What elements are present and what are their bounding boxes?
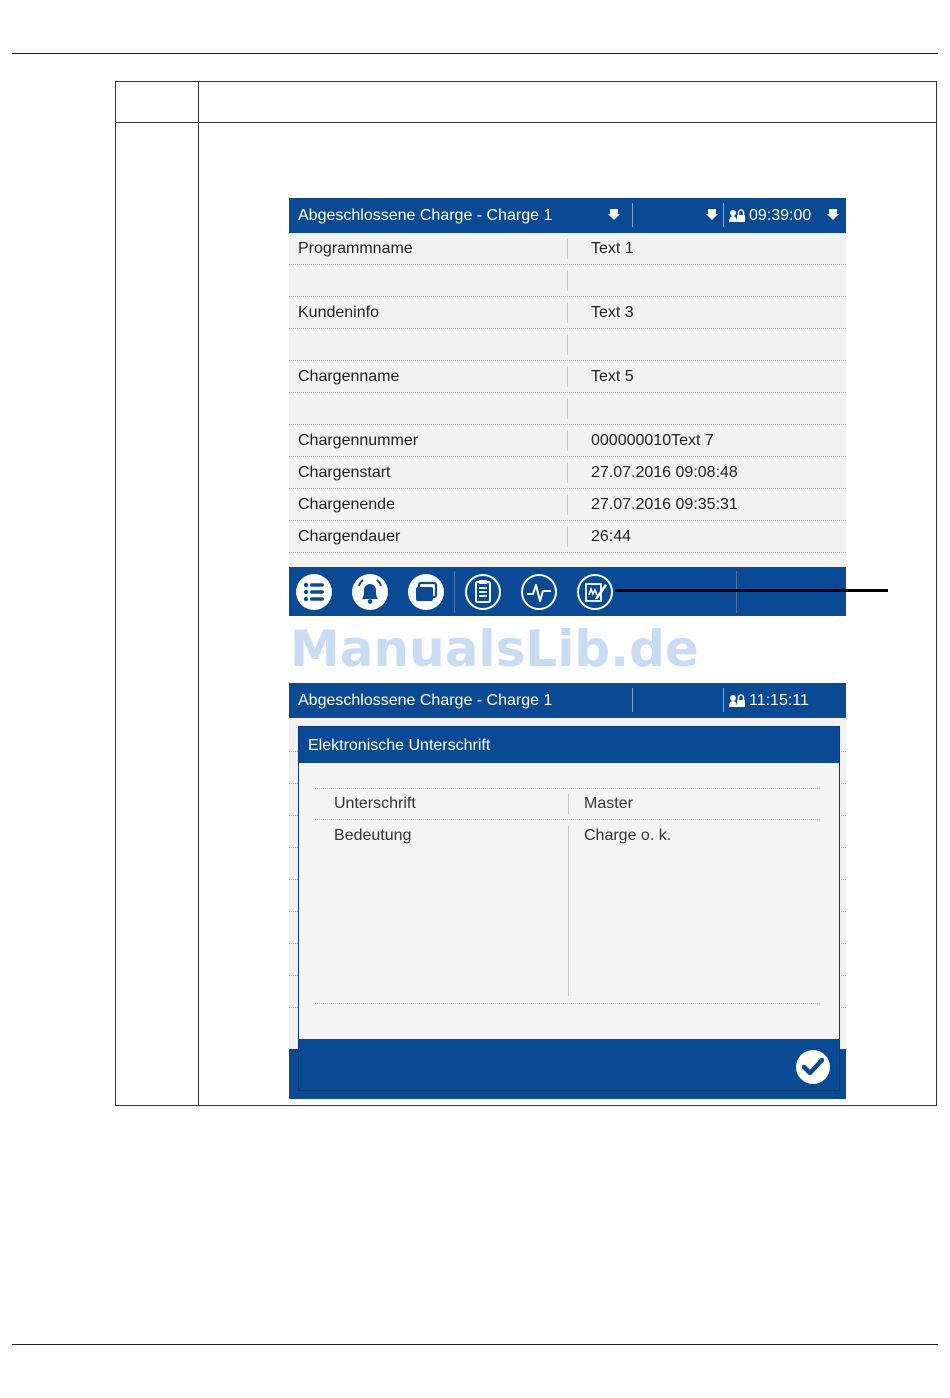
dialog-divider: [315, 819, 820, 821]
row-divider: [567, 495, 568, 515]
clock: 11:15:11: [749, 692, 809, 709]
signature-value: Master: [584, 795, 633, 812]
confirm-check-icon[interactable]: [795, 1049, 831, 1085]
row-value: 26:44: [591, 528, 632, 545]
row-chargenname: [289, 361, 846, 393]
signature-icon[interactable]: [576, 573, 614, 611]
row-empty: [289, 393, 846, 425]
dialog-divider: [315, 1003, 820, 1005]
row-label: Chargenstart: [298, 464, 391, 481]
clock: 09:39:00: [749, 207, 812, 224]
user-lock-icon: [729, 692, 745, 708]
menu-icon[interactable]: [295, 573, 333, 611]
button-separator: [736, 571, 737, 613]
row-label: Chargendauer: [298, 528, 401, 545]
watermark: ManualsLib.de: [290, 620, 699, 678]
row-chargenstart: [289, 457, 846, 489]
column-divider: [568, 794, 569, 814]
row-empty: [289, 329, 846, 361]
row-divider: [567, 303, 568, 323]
meaning-value[interactable]: Charge o. k.: [584, 827, 672, 844]
electronic-signature-dialog: [298, 726, 840, 1091]
row-value: Text 1: [591, 240, 634, 257]
row-value: 27.07.2016 09:08:48: [591, 464, 738, 481]
completed-batch-screen: [289, 198, 846, 616]
row-label: Chargenende: [298, 496, 395, 513]
title-bar: [289, 683, 846, 718]
row-divider: [567, 431, 568, 451]
row-chargennummer: [289, 425, 846, 457]
row-value: Text 5: [591, 368, 634, 385]
dialog-button-bar: [299, 1039, 839, 1090]
row-divider: [567, 463, 568, 483]
header-rule: [12, 53, 938, 54]
row-label: Kundeninfo: [298, 304, 379, 321]
clipboard-icon[interactable]: [464, 573, 502, 611]
table-column-line: [198, 82, 199, 1105]
clock-dropdown-icon[interactable]: [826, 207, 840, 221]
row-label: Chargennummer: [298, 432, 419, 449]
row-label: Programmname: [298, 240, 413, 257]
row-label: Chargenname: [298, 368, 400, 385]
button-separator: [454, 571, 455, 613]
table-header-line: [116, 122, 936, 123]
callout-line: [615, 589, 888, 592]
row-chargenende: [289, 489, 846, 521]
row-value: Text 3: [591, 304, 634, 321]
status-separator: [723, 203, 724, 227]
dialog-title-bar: [299, 727, 839, 763]
windows-icon[interactable]: [407, 573, 445, 611]
row-kundeninfo: [289, 297, 846, 329]
row-divider: [567, 527, 568, 547]
row-divider: [567, 335, 568, 355]
signature-label: Unterschrift: [334, 795, 416, 812]
screen-title: Abgeschlossene Charge - Charge 1: [298, 207, 553, 224]
row-divider: [567, 271, 568, 291]
user-lock-icon: [729, 207, 745, 223]
dialog-title: Elektronische Unterschrift: [308, 737, 491, 754]
screen-title: Abgeschlossene Charge - Charge 1: [298, 692, 553, 709]
signature-screen: [289, 683, 846, 1099]
row-divider: [567, 399, 568, 419]
row-divider: [567, 239, 568, 259]
row-value: 000000010Text 7: [591, 432, 714, 449]
footer-rule: [12, 1344, 938, 1345]
row-programmname: [289, 233, 846, 265]
title-separator: [632, 688, 633, 712]
title-separator: [632, 203, 633, 227]
row-empty: [289, 265, 846, 297]
title-dropdown-icon[interactable]: [607, 207, 621, 221]
status-separator: [723, 688, 724, 712]
row-chargendauer: [289, 521, 846, 553]
alarm-bell-icon[interactable]: [351, 573, 389, 611]
column-divider: [568, 826, 569, 996]
meaning-label: Bedeutung: [334, 827, 412, 844]
status-dropdown-icon[interactable]: [705, 207, 719, 221]
waveform-icon[interactable]: [520, 573, 558, 611]
row-value: 27.07.2016 09:35:31: [591, 496, 738, 513]
dialog-divider: [315, 788, 820, 790]
title-bar: [289, 198, 846, 233]
row-divider: [567, 367, 568, 387]
